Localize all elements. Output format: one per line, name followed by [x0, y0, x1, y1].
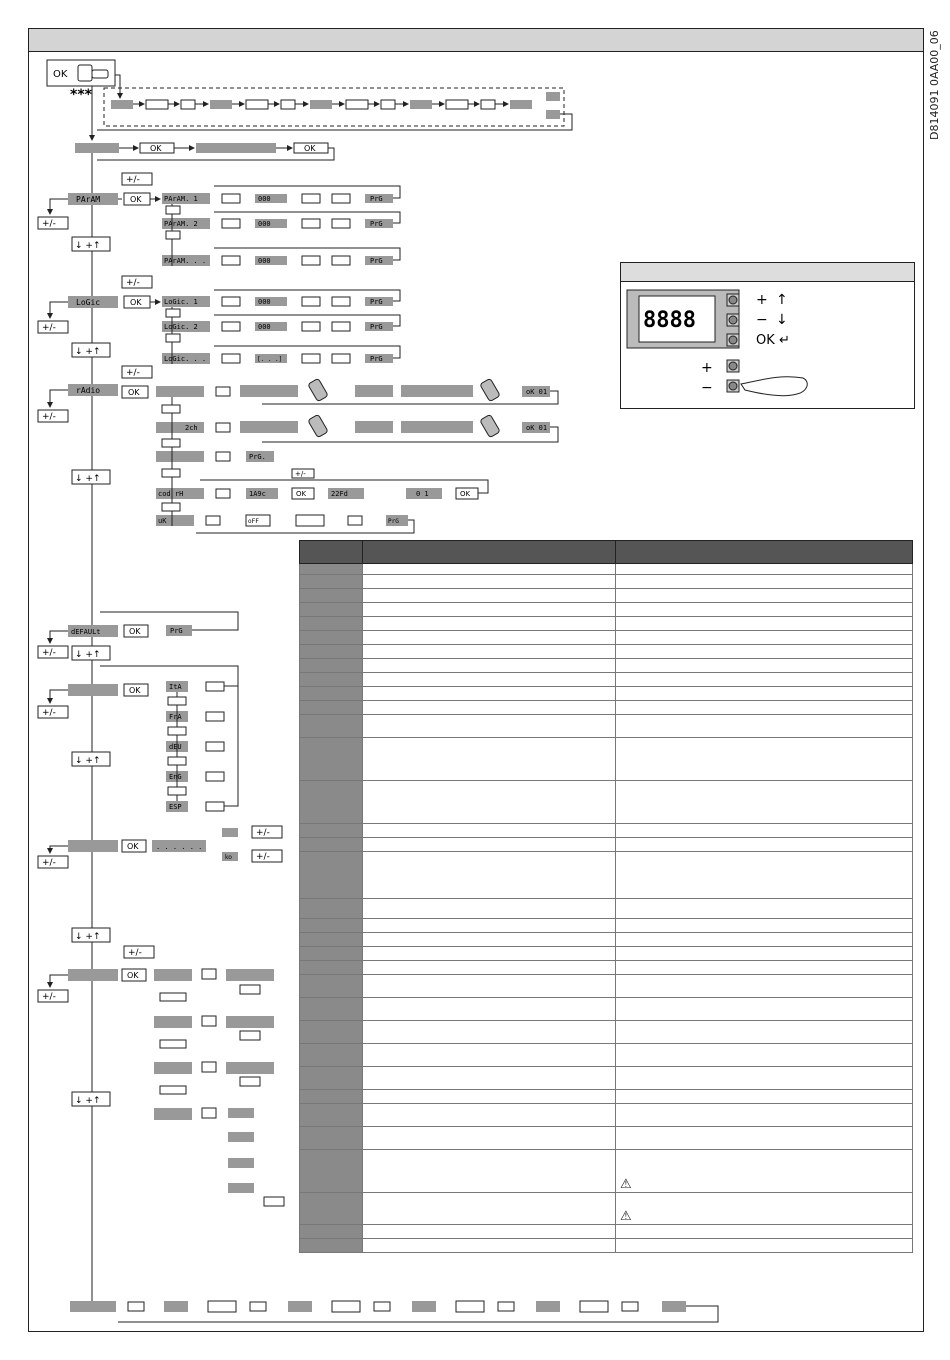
svg-text:ko: ko [225, 854, 232, 861]
svg-text:+/-: +/- [126, 368, 140, 378]
table-cell [616, 899, 913, 919]
table-cell [363, 564, 616, 575]
table-row [300, 838, 913, 852]
uk-row[interactable] [156, 515, 408, 526]
table-row [300, 933, 913, 947]
table-cell [300, 1239, 363, 1253]
table-cell [363, 838, 616, 852]
table-header-col3 [616, 541, 913, 564]
plus-label-2: + [701, 360, 713, 376]
svg-text:ItA: ItA [169, 683, 182, 691]
svg-text:OK: OK [129, 686, 141, 695]
svg-text:22Fd: 22Fd [331, 490, 348, 498]
table-cell [300, 1193, 363, 1225]
svg-text:OK: OK [460, 490, 471, 498]
svg-text:000: 000 [258, 298, 271, 306]
radio-menu[interactable] [68, 384, 118, 396]
lang-esp[interactable] [166, 801, 224, 812]
table-cell [363, 961, 616, 975]
table-cell [363, 975, 616, 998]
svg-text:000: 000 [258, 195, 271, 203]
table-row [300, 781, 913, 824]
param-menu[interactable] [68, 193, 118, 205]
svg-text:LoGic. 1: LoGic. 1 [164, 298, 198, 306]
table-cell [300, 1067, 363, 1090]
table-cell [300, 589, 363, 603]
table-cell [616, 947, 913, 961]
svg-text:PrG: PrG [370, 298, 383, 306]
svg-text:PrG: PrG [170, 627, 183, 635]
table-cell [300, 603, 363, 617]
svg-text:. . . . . .: . . . . . . [156, 843, 203, 851]
table-cell [300, 645, 363, 659]
table-cell [363, 575, 616, 589]
svg-text:PArAM: PArAM [76, 195, 101, 204]
table-row [300, 975, 913, 998]
svg-text:PrG: PrG [370, 323, 383, 331]
bottom-sequence [70, 1301, 686, 1312]
triple-star: *** [70, 87, 92, 103]
table-cell [300, 617, 363, 631]
table-cell [616, 673, 913, 687]
mode-display [75, 143, 119, 153]
svg-text:EnG: EnG [169, 773, 182, 781]
table-cell [300, 919, 363, 933]
lang-fra[interactable] [166, 711, 224, 722]
ok-radio[interactable] [122, 386, 148, 398]
plus-minus-radio-top[interactable] [122, 366, 152, 378]
svg-text:OK: OK [150, 144, 162, 153]
table-cell [616, 975, 913, 998]
table-row [300, 852, 913, 899]
table-cell [616, 603, 913, 617]
svg-text:+/-: +/- [128, 948, 142, 958]
table-row [300, 998, 913, 1021]
svg-text:PrG: PrG [370, 257, 383, 265]
table-cell [300, 961, 363, 975]
table-row [300, 1104, 913, 1127]
plus-minus-logic-top[interactable] [122, 276, 152, 288]
table-cell [363, 1225, 616, 1239]
table-cell [363, 919, 616, 933]
table-row [300, 1021, 913, 1044]
svg-text:oK 01: oK 01 [526, 424, 548, 432]
table-header-col2 [363, 541, 616, 564]
plus-minus-left-autoset[interactable] [38, 856, 68, 868]
down-up-autoset[interactable] [72, 928, 110, 942]
table-cell [300, 1090, 363, 1104]
down-up-logic[interactable] [72, 343, 110, 357]
table-cell [616, 919, 913, 933]
svg-text:+/-: +/- [256, 828, 270, 838]
svg-text:+/-: +/- [126, 278, 140, 288]
table-row [300, 603, 913, 617]
table-cell [616, 631, 913, 645]
password-steps [111, 92, 560, 119]
table-cell [363, 1090, 616, 1104]
table-row [300, 715, 913, 738]
ok-logic[interactable] [124, 296, 150, 308]
table-cell [616, 1104, 913, 1127]
svg-text:↓ +↑: ↓ +↑ [75, 347, 101, 357]
stats-sub-rows [154, 969, 284, 1206]
plus-minus-codrx[interactable] [292, 469, 314, 478]
svg-text:000: 000 [258, 323, 271, 331]
svg-text:+/-: +/- [42, 992, 56, 1002]
ok-result [222, 826, 282, 838]
warning-icon: ⚠ [620, 1209, 632, 1224]
radio-row-3[interactable] [156, 451, 274, 462]
table-row [300, 659, 913, 673]
table-row [300, 1193, 913, 1225]
table-cell [363, 1067, 616, 1090]
table-row [300, 738, 913, 781]
table-cell [300, 575, 363, 589]
display-digits: 8888 [643, 308, 696, 333]
table-cell [300, 738, 363, 781]
table-cell [300, 1150, 363, 1193]
table-cell [616, 1067, 913, 1090]
svg-text:ESP: ESP [169, 803, 182, 811]
ok-param[interactable] [124, 193, 150, 205]
table-row [300, 575, 913, 589]
svg-text:000: 000 [258, 220, 271, 228]
table-cell [363, 824, 616, 838]
plus-label: + [756, 292, 768, 308]
svg-text:OK: OK [130, 298, 142, 307]
table-cell [300, 781, 363, 824]
table-cell [300, 631, 363, 645]
table-cell [616, 1044, 913, 1067]
table-row [300, 1239, 913, 1253]
table-row [300, 564, 913, 575]
document-id: D814091 0AA00_06 [928, 30, 941, 140]
table-cell [363, 631, 616, 645]
table-cell [616, 998, 913, 1021]
table-cell [616, 564, 913, 575]
table-row [300, 899, 913, 919]
table-cell [300, 564, 363, 575]
table-cell [363, 715, 616, 738]
table-cell [300, 687, 363, 701]
plus-minus-left-language[interactable] [38, 706, 68, 718]
lang-deu[interactable] [166, 741, 224, 752]
svg-text:OK: OK [130, 195, 142, 204]
table-row [300, 631, 913, 645]
table-cell [616, 617, 913, 631]
table-cell [300, 1104, 363, 1127]
down-up-radio[interactable] [72, 470, 110, 484]
minus-label: − [756, 312, 768, 328]
table-row [300, 1090, 913, 1104]
table-row [300, 687, 913, 701]
svg-text:LoGic. 2: LoGic. 2 [164, 323, 198, 331]
svg-text:OK: OK [127, 971, 139, 980]
table-cell [616, 575, 913, 589]
table-cell [363, 673, 616, 687]
svg-text:dEFAULt: dEFAULt [71, 628, 101, 636]
parameter-table [299, 540, 913, 1253]
plus-minus-left-default[interactable] [38, 646, 68, 658]
svg-text:PrG: PrG [388, 518, 399, 525]
table-cell [616, 715, 913, 738]
table-cell [363, 852, 616, 899]
table-cell [616, 589, 913, 603]
table-cell [616, 738, 913, 781]
svg-text:LoGic: LoGic [76, 298, 101, 307]
plus-minus-left-radio[interactable] [38, 410, 68, 422]
plus-minus-left-stats[interactable] [38, 990, 68, 1002]
svg-text:PrG: PrG [370, 220, 383, 228]
svg-text:FrA: FrA [169, 713, 182, 721]
table-row [300, 1067, 913, 1090]
table-cell [300, 715, 363, 738]
table-row [300, 961, 913, 975]
table-cell [300, 899, 363, 919]
svg-text:+/-: +/- [256, 852, 270, 862]
svg-text:↓ +↑: ↓ +↑ [75, 1096, 101, 1106]
table-row [300, 824, 913, 838]
table-cell [363, 589, 616, 603]
radio-row-2ch[interactable] [156, 414, 550, 437]
table-row [300, 1127, 913, 1150]
ok-button-2[interactable] [140, 143, 174, 153]
table-cell [300, 838, 363, 852]
table-cell [616, 645, 913, 659]
svg-text:OK: OK [129, 627, 141, 636]
svg-text:+/-: +/- [126, 175, 140, 185]
down-up-default[interactable] [72, 646, 110, 660]
table-cell [616, 933, 913, 947]
table-cell [300, 852, 363, 899]
table-cell [363, 1193, 616, 1225]
down-arrow: ↓ [776, 312, 788, 328]
param-n-row[interactable] [162, 255, 393, 266]
up-arrow: ↑ [776, 292, 788, 308]
table-cell [616, 687, 913, 701]
table-cell [363, 1239, 616, 1253]
table-cell [616, 1090, 913, 1104]
table-cell [363, 659, 616, 673]
svg-text:+/-: +/- [42, 219, 56, 229]
table-cell [300, 975, 363, 998]
table-row [300, 617, 913, 631]
svg-text:+/-: +/- [42, 412, 56, 422]
svg-text:↓ +↑: ↓ +↑ [75, 650, 101, 660]
down-up-stats[interactable] [72, 1092, 110, 1106]
table-cell [616, 852, 913, 899]
table-cell [300, 701, 363, 715]
svg-text:000: 000 [258, 257, 271, 265]
table-cell [363, 933, 616, 947]
table-row [300, 1225, 913, 1239]
plus-minus-left-logic[interactable] [38, 321, 68, 333]
logic-n-row[interactable] [162, 353, 393, 364]
table-cell [616, 1021, 913, 1044]
lang-eng[interactable] [166, 771, 224, 782]
enter-arrow: ↵ [779, 333, 790, 348]
svg-text:↓ +↑: ↓ +↑ [75, 932, 101, 942]
svg-text:OK: OK [304, 144, 316, 153]
svg-text:↓ +↑: ↓ +↑ [75, 756, 101, 766]
svg-text:↓ +↑: ↓ +↑ [75, 241, 101, 251]
table-cell [616, 701, 913, 715]
svg-text:PrG: PrG [370, 355, 383, 363]
svg-text:PrG: PrG [370, 195, 383, 203]
plus-minus-param-top[interactable] [122, 173, 152, 185]
svg-text:+/-: +/- [42, 708, 56, 718]
language-menu[interactable] [68, 684, 148, 696]
down-up-language[interactable] [72, 752, 110, 766]
hand-icon [741, 377, 807, 396]
table-cell [363, 1150, 616, 1193]
table-row [300, 589, 913, 603]
entry-ok-label: OK [53, 69, 68, 80]
table-row [300, 919, 913, 933]
cod-rx-row[interactable] [156, 488, 478, 499]
entry-ok-key[interactable] [47, 60, 115, 86]
svg-text:OK: OK [128, 388, 140, 397]
logic-2-row[interactable] [162, 321, 393, 332]
table-cell [616, 781, 913, 824]
table-header-col1 [300, 541, 363, 564]
svg-text:PArAM. . .: PArAM. . . [164, 257, 207, 265]
table-cell [300, 998, 363, 1021]
plus-minus-left-param[interactable] [38, 217, 68, 229]
table-cell [616, 1225, 913, 1239]
table-row [300, 673, 913, 687]
table-cell [363, 899, 616, 919]
table-cell [300, 673, 363, 687]
svg-text:PArAM. 1: PArAM. 1 [164, 195, 198, 203]
table-cell [616, 838, 913, 852]
svg-text:PrG.: PrG. [249, 453, 266, 461]
table-cell [363, 947, 616, 961]
table-cell [363, 1104, 616, 1127]
logic-menu[interactable] [68, 296, 118, 308]
table-cell [363, 738, 616, 781]
table-row [300, 1150, 913, 1193]
control-panel-diagram [620, 262, 915, 409]
radio-row-1[interactable] [156, 378, 550, 401]
svg-text:0 1: 0 1 [416, 490, 429, 498]
remote-control-icon [308, 378, 328, 401]
table-cell [300, 824, 363, 838]
table-cell [616, 1193, 913, 1225]
table-cell [616, 824, 913, 838]
table-row [300, 1044, 913, 1067]
table-cell [616, 961, 913, 975]
table-cell [300, 1127, 363, 1150]
default-menu[interactable] [68, 625, 192, 637]
ok-label: OK [756, 333, 775, 348]
panel-header [621, 263, 914, 282]
table-cell [300, 1225, 363, 1239]
svg-text:uK: uK [158, 517, 167, 525]
svg-text:+/-: +/- [42, 323, 56, 333]
svg-text:cod rH: cod rH [158, 490, 184, 498]
table-cell [616, 659, 913, 673]
table-cell [616, 1127, 913, 1150]
table-cell [363, 998, 616, 1021]
autoset-menu[interactable] [68, 840, 206, 852]
table-cell [616, 1150, 913, 1193]
logic-1-row[interactable] [162, 296, 393, 307]
stats-menu[interactable] [68, 969, 146, 981]
svg-text:LoGic. . .: LoGic. . . [164, 355, 207, 363]
svg-text:oFF: oFF [248, 518, 259, 525]
table-row [300, 947, 913, 961]
param-1-row[interactable] [162, 193, 393, 204]
svg-text:OK: OK [296, 490, 307, 498]
table-cell [363, 701, 616, 715]
table-cell [363, 645, 616, 659]
svg-text:oK 01: oK 01 [526, 388, 548, 396]
svg-text:[. . .]: [. . .] [257, 356, 283, 363]
minus-label-2: − [701, 380, 713, 396]
warning-icon: ⚠ [620, 1177, 632, 1192]
table-cell [363, 1127, 616, 1150]
svg-text:1A9c: 1A9c [249, 490, 266, 498]
table-cell [363, 1044, 616, 1067]
param-2-row[interactable] [162, 218, 393, 229]
remote-control-icon [480, 414, 500, 437]
table-cell [300, 1021, 363, 1044]
down-up-param[interactable] [72, 237, 110, 251]
table-cell [363, 1021, 616, 1044]
table-cell [363, 617, 616, 631]
table-cell [300, 1044, 363, 1067]
svg-text:2ch: 2ch [185, 424, 198, 432]
lang-ita[interactable] [166, 681, 224, 692]
table-cell [616, 1239, 913, 1253]
svg-text:dEU: dEU [169, 743, 182, 751]
table-cell [300, 947, 363, 961]
svg-text:+/-: +/- [42, 858, 56, 868]
remote-control-icon [480, 378, 500, 401]
svg-text:OK: OK [127, 842, 139, 851]
table-cell [363, 781, 616, 824]
table-cell [363, 687, 616, 701]
table-row [300, 645, 913, 659]
plus-minus-stats-top[interactable] [124, 946, 154, 958]
remote-control-icon [308, 414, 328, 437]
table-cell [300, 933, 363, 947]
table-cell [363, 603, 616, 617]
ok-button-3[interactable] [294, 143, 328, 153]
svg-text:↓ +↑: ↓ +↑ [75, 474, 101, 484]
svg-text:PArAM. 2: PArAM. 2 [164, 220, 198, 228]
svg-text:+/-: +/- [295, 470, 306, 478]
table-row [300, 701, 913, 715]
svg-text:+/-: +/- [42, 648, 56, 658]
table-cell [300, 659, 363, 673]
svg-text:rAdio: rAdio [76, 386, 101, 395]
ko-result [222, 850, 282, 862]
